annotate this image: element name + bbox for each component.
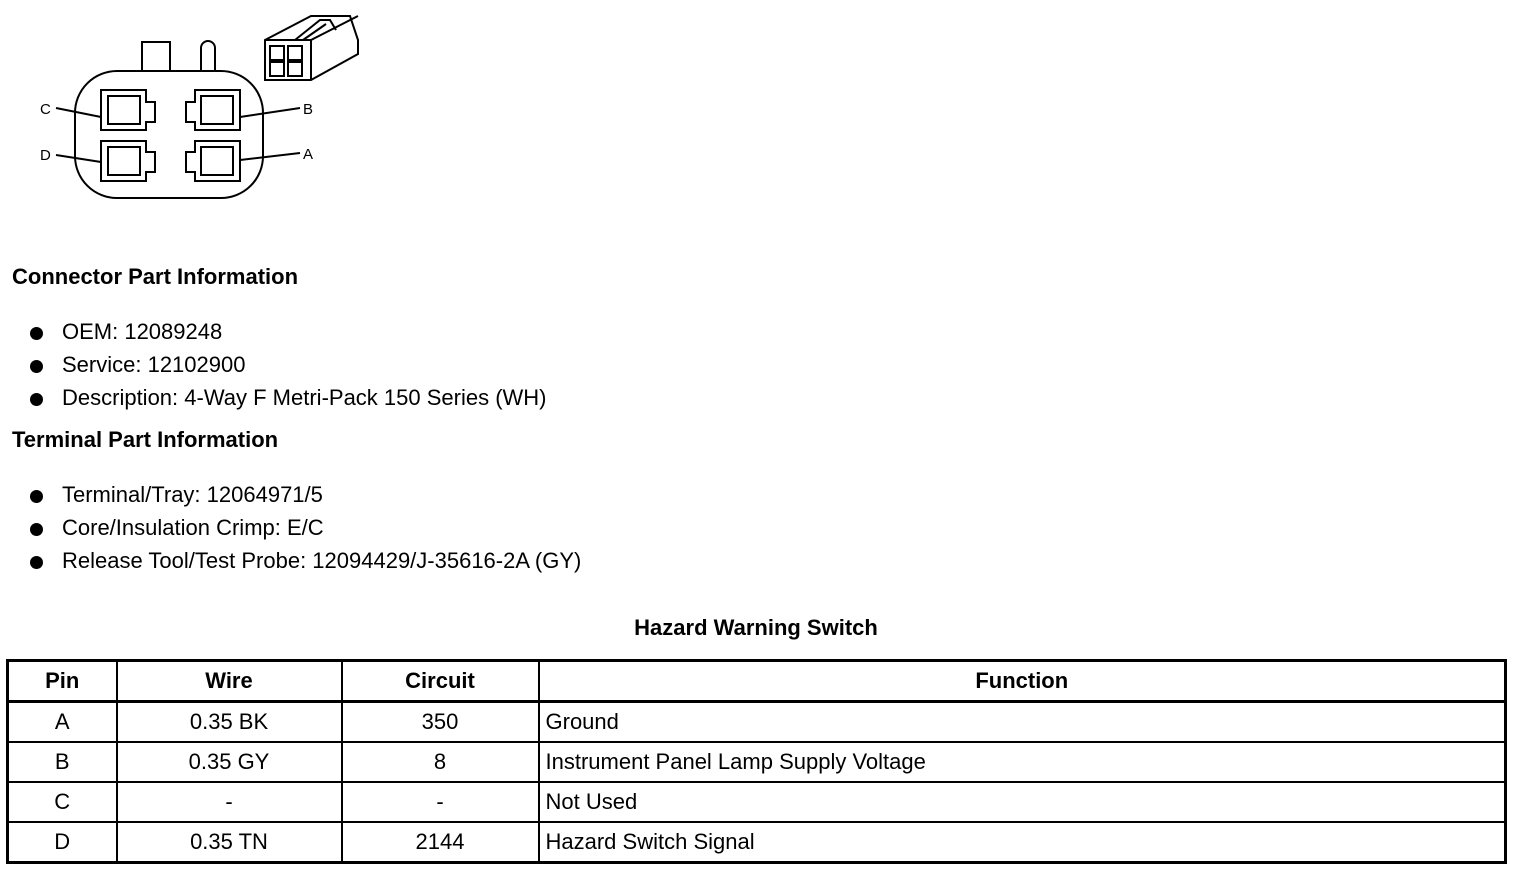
header-function: Function [539, 661, 1506, 702]
bullet-icon [30, 490, 43, 503]
connector-latch-round [201, 41, 215, 71]
terminal-info-title: Terminal Part Information [12, 427, 279, 452]
pin-label-c: C [40, 101, 51, 118]
cell-circuit: 8 [342, 742, 539, 782]
cell-pin: C [8, 782, 117, 822]
cell-wire: 0.35 BK [117, 702, 342, 743]
cell-pin: D [8, 822, 117, 863]
pin-label-b: B [303, 101, 314, 118]
table-row [8, 782, 1506, 822]
table-title: Hazard Warning Switch [634, 615, 878, 640]
cell-function: Not Used [539, 782, 1506, 822]
bullet-icon [30, 393, 43, 406]
header-wire: Wire [117, 661, 342, 702]
cell-wire: 0.35 TN [117, 822, 342, 863]
table-row [8, 742, 1506, 782]
table-header-row [8, 661, 1506, 702]
bullet-icon [30, 327, 43, 340]
cell-circuit: - [342, 782, 539, 822]
table-row [8, 702, 1506, 743]
cell-pin: A [8, 702, 117, 743]
cell-wire: 0.35 GY [117, 742, 342, 782]
pinout-table [6, 659, 1507, 864]
table-row [8, 822, 1506, 863]
cell-wire: - [117, 782, 342, 822]
connector-info-list [30, 315, 547, 414]
bullet-icon [30, 556, 43, 569]
cell-function: Ground [539, 702, 1506, 743]
cell-function: Instrument Panel Lamp Supply Voltage [539, 742, 1506, 782]
cell-pin: B [8, 742, 117, 782]
header-pin: Pin [8, 661, 117, 702]
header-circuit: Circuit [342, 661, 539, 702]
connector-latch-square [142, 42, 170, 71]
pin-label-a: A [303, 146, 314, 163]
terminal-info-list [30, 478, 581, 577]
list-item: Core/Insulation Crimp: E/C [30, 511, 581, 544]
cell-circuit: 2144 [342, 822, 539, 863]
pin-label-d: D [40, 147, 51, 164]
cell-function: Hazard Switch Signal [539, 822, 1506, 863]
connector-isometric-icon [265, 16, 358, 80]
cell-circuit: 350 [342, 702, 539, 743]
list-item: Release Tool/Test Probe: 12094429/J-35616-2A (GY) [30, 544, 581, 577]
list-item: OEM: 12089248 [30, 315, 547, 348]
list-item: Terminal/Tray: 12064971/5 [30, 478, 581, 511]
bullet-icon [30, 360, 43, 373]
connector-info-title: Connector Part Information [12, 264, 299, 289]
bullet-icon [30, 523, 43, 536]
connector-diagram [0, 0, 400, 220]
list-item: Description: 4-Way F Metri-Pack 150 Series (WH) [30, 381, 547, 414]
list-item: Service: 12102900 [30, 348, 547, 381]
